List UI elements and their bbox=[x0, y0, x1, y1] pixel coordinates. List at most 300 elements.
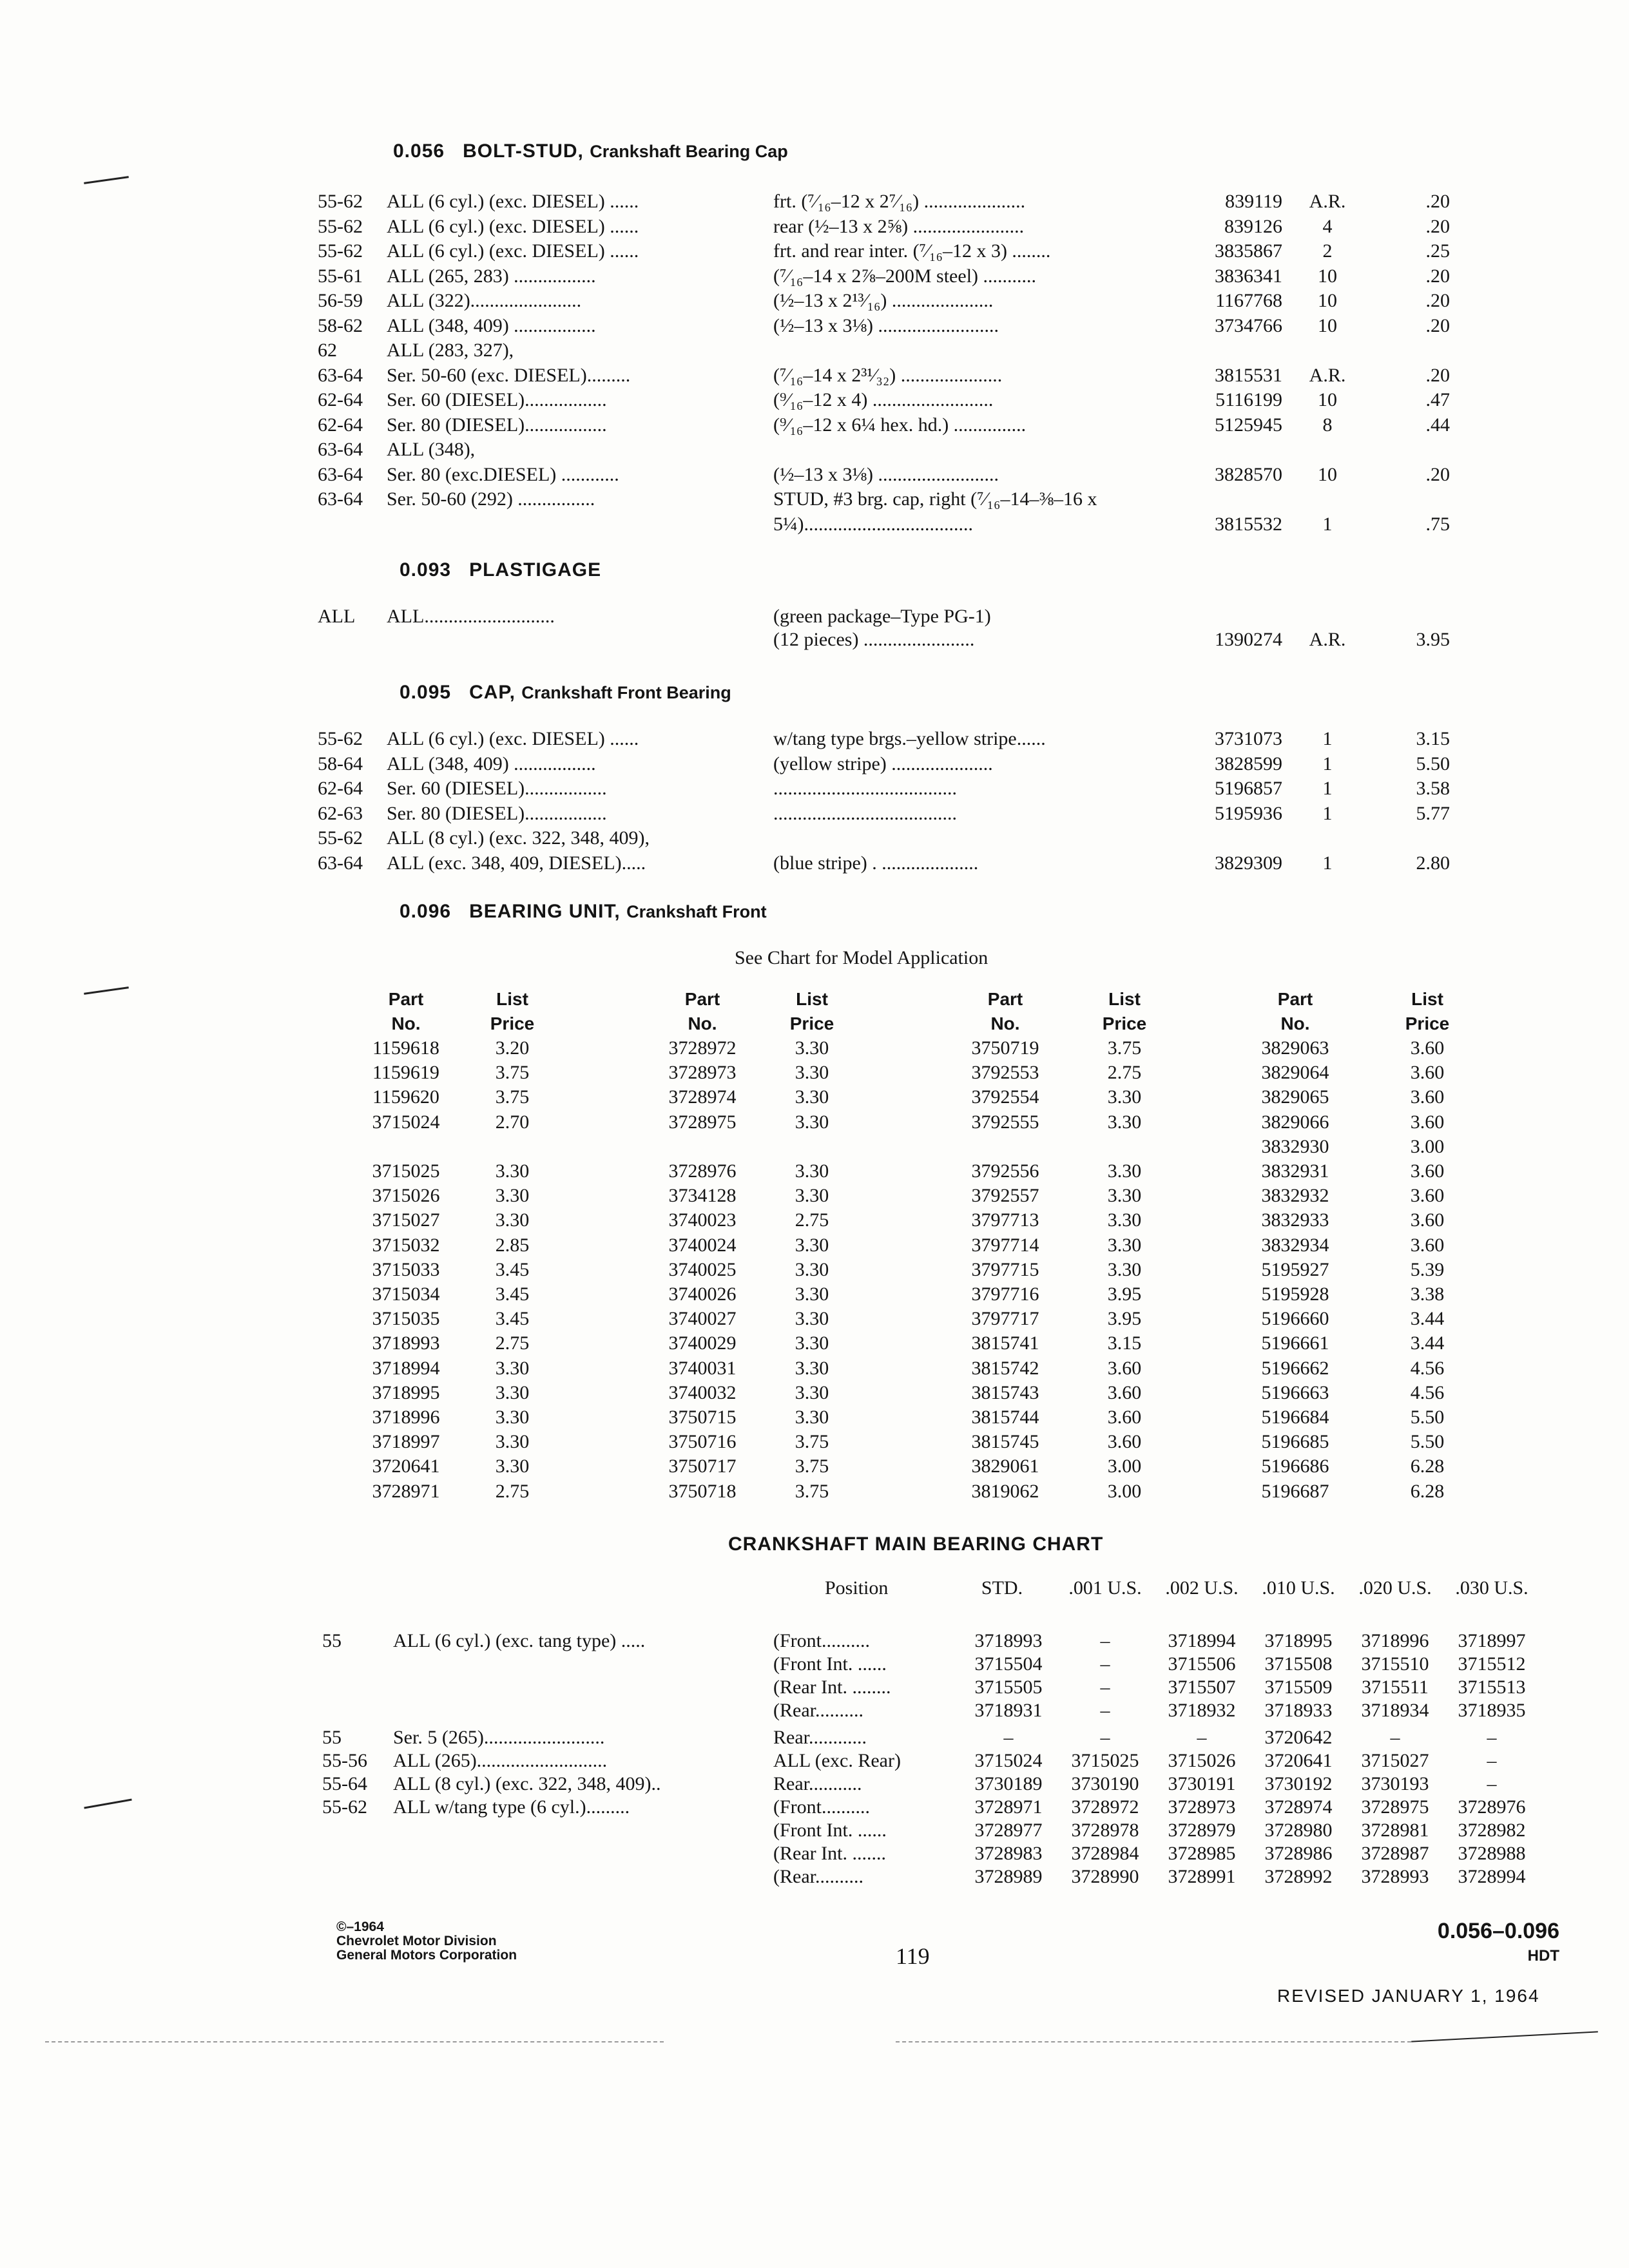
bearing-part-number: 3728989 bbox=[974, 1866, 1043, 1887]
part-description: (⁷⁄₁₆–14 x 2⅞–200M steel) ........... bbox=[773, 265, 1037, 287]
part-description: ...................................... bbox=[773, 802, 957, 824]
bearing-part-number: 3720641 bbox=[372, 1456, 440, 1477]
bearing-part-number: 3728977 bbox=[974, 1820, 1043, 1841]
model-application: ALL (exc. 348, 409, DIESEL)..... bbox=[387, 852, 646, 874]
bearing-part-number: 3715513 bbox=[1458, 1677, 1526, 1698]
list-price: 3.95 bbox=[1416, 629, 1450, 650]
bearing-part-number: 3815741 bbox=[971, 1332, 1039, 1354]
chart-column-header: .020 U.S. bbox=[1358, 1577, 1432, 1599]
copyright-division: Chevrolet Motor Division bbox=[336, 1934, 497, 1948]
bearing-part-number: 3819062 bbox=[971, 1480, 1039, 1502]
section-number: 0.056 bbox=[393, 140, 445, 162]
model-application: ALL (265, 283) ................. bbox=[387, 265, 596, 287]
part-number: 1390274 bbox=[1215, 629, 1282, 650]
bearing-list-price: 3.30 bbox=[1107, 1160, 1142, 1182]
bearing-part-number: 3792556 bbox=[971, 1160, 1039, 1182]
bearing-part-number: 3728975 bbox=[1361, 1796, 1429, 1818]
bearing-list-price: 3.44 bbox=[1410, 1308, 1445, 1330]
model-application: Ser. 50-60 (exc. DIESEL)......... bbox=[387, 364, 631, 386]
quantity: 1 bbox=[1322, 778, 1333, 799]
bearing-position: (Rear Int. ........ bbox=[773, 1677, 891, 1698]
bearing-part-number: 5196686 bbox=[1261, 1456, 1329, 1477]
part-description: (½–13 x 3⅛) ......................... bbox=[773, 314, 999, 336]
bearing-part-number: 3718994 bbox=[1168, 1630, 1236, 1651]
bearing-part-number: 3715511 bbox=[1362, 1677, 1429, 1698]
bearing-part-number: 3730189 bbox=[974, 1773, 1043, 1794]
bearing-part-number: 3715509 bbox=[1264, 1677, 1333, 1698]
bearing-part-number: 3797715 bbox=[971, 1258, 1039, 1280]
bearing-part-number: 3715505 bbox=[974, 1677, 1043, 1698]
quantity: 10 bbox=[1318, 463, 1337, 485]
bearing-part-number: 3728982 bbox=[1458, 1820, 1526, 1841]
bearing-part-number: 3715027 bbox=[1361, 1750, 1429, 1771]
revision-date: REVISED JANUARY 1, 1964 bbox=[1277, 1986, 1540, 2006]
bearing-part-number: – bbox=[1100, 1630, 1110, 1651]
bearing-part-number: 3750717 bbox=[668, 1456, 737, 1477]
model-application: ALL (348, 409) ................. bbox=[387, 753, 596, 774]
bearing-list-price: 3.00 bbox=[1410, 1135, 1445, 1157]
bearing-list-price: 3.30 bbox=[1107, 1086, 1142, 1108]
header-price: Price bbox=[490, 1014, 535, 1033]
bearing-part-number: 3792554 bbox=[971, 1086, 1039, 1108]
section-heading-bolt-stud bbox=[393, 140, 788, 162]
section-title: BOLT-STUD, bbox=[463, 140, 584, 162]
bearing-part-number: 3718935 bbox=[1458, 1700, 1526, 1721]
part-description: rear (½–13 x 2⅝) ....................... bbox=[773, 215, 1025, 237]
column-header-part-no bbox=[1250, 987, 1340, 1036]
quantity: 1 bbox=[1322, 753, 1333, 774]
bearing-part-number: 3815742 bbox=[971, 1357, 1039, 1379]
bearing-part-number: 3740027 bbox=[668, 1308, 737, 1330]
quantity: 10 bbox=[1318, 265, 1337, 287]
section-heading-bearing-unit bbox=[400, 901, 767, 923]
model-year: 58-62 bbox=[318, 314, 363, 336]
bearing-list-price: 3.30 bbox=[795, 1062, 829, 1084]
bearing-part-number: 3832933 bbox=[1261, 1209, 1329, 1231]
bearing-part-number: 3730192 bbox=[1264, 1773, 1333, 1794]
quantity: 1 bbox=[1322, 852, 1333, 874]
bearing-part-number: 3718997 bbox=[372, 1431, 440, 1453]
bearing-list-price: 3.60 bbox=[1410, 1037, 1445, 1059]
bearing-part-number: – bbox=[1487, 1750, 1497, 1771]
part-description: (⁹⁄₁₆–12 x 4) ......................... bbox=[773, 389, 994, 410]
bearing-part-number: 1159620 bbox=[372, 1086, 439, 1108]
part-description: 5¼)................................... bbox=[773, 513, 973, 535]
bearing-part-number: 3728988 bbox=[1458, 1843, 1526, 1864]
bearing-position: (Rear Int. ....... bbox=[773, 1843, 886, 1864]
model-year: 55-62 bbox=[318, 215, 363, 237]
bearing-part-number: 3792555 bbox=[971, 1111, 1039, 1133]
bearing-part-number: 3715510 bbox=[1361, 1653, 1429, 1675]
bearing-position: Rear............ bbox=[773, 1727, 867, 1748]
bearing-part-number: 3797717 bbox=[971, 1308, 1039, 1330]
bearing-part-number: 3715026 bbox=[372, 1185, 440, 1207]
header-part: Part bbox=[388, 989, 424, 1009]
bearing-list-price: 3.60 bbox=[1107, 1407, 1142, 1428]
chart-column-header: .030 U.S. bbox=[1455, 1577, 1528, 1599]
bearing-list-price: 3.30 bbox=[495, 1160, 530, 1182]
bearing-part-number: 3740032 bbox=[668, 1381, 737, 1403]
section-heading-cap bbox=[400, 682, 731, 704]
bearing-list-price: 3.15 bbox=[1107, 1332, 1142, 1354]
bearing-part-number: 3728972 bbox=[668, 1037, 737, 1059]
bearing-part-number: 3715025 bbox=[372, 1160, 440, 1182]
part-number: 3835867 bbox=[1215, 240, 1282, 262]
part-description: (yellow stripe) ..................... bbox=[773, 753, 993, 774]
footer-rule bbox=[896, 2041, 1411, 2042]
bearing-list-price: 3.30 bbox=[795, 1111, 829, 1133]
bearing-list-price: 3.30 bbox=[795, 1258, 829, 1280]
part-number: 5196857 bbox=[1215, 778, 1282, 799]
model-application: Ser. 80 (DIESEL)................. bbox=[387, 802, 607, 824]
list-price: 5.77 bbox=[1416, 802, 1450, 824]
header-no: No. bbox=[688, 1014, 717, 1033]
bearing-part-number: 3718996 bbox=[372, 1407, 440, 1428]
bearing-part-number: 3728973 bbox=[668, 1062, 737, 1084]
model-application: ALL (322)....................... bbox=[387, 290, 582, 311]
list-price: .20 bbox=[1425, 191, 1450, 212]
bearing-part-number: – bbox=[1003, 1727, 1014, 1748]
model-year: 62-64 bbox=[318, 778, 363, 799]
model-application: Ser. 50-60 (292) ................ bbox=[387, 488, 595, 510]
model-year: 62-64 bbox=[318, 389, 363, 410]
copyright-block bbox=[336, 1920, 517, 1963]
bearing-part-number: 3740023 bbox=[668, 1209, 737, 1231]
bearing-list-price: 3.60 bbox=[1107, 1381, 1142, 1403]
list-price: .44 bbox=[1425, 414, 1450, 436]
bearing-part-number: 3829065 bbox=[1261, 1086, 1329, 1108]
bearing-list-price: 3.00 bbox=[1107, 1456, 1142, 1477]
list-price: .75 bbox=[1425, 513, 1450, 535]
part-number: 3828570 bbox=[1215, 463, 1282, 485]
bearing-part-number: 3715027 bbox=[372, 1209, 440, 1231]
bearing-part-number: 3728971 bbox=[974, 1796, 1043, 1818]
model-application: Ser. 80 (exc.DIESEL) ............ bbox=[387, 463, 619, 485]
bearing-list-price: 3.45 bbox=[495, 1283, 530, 1305]
model-year: ALL bbox=[318, 606, 356, 627]
bearing-position: (Front.......... bbox=[773, 1630, 870, 1651]
bearing-list-price: 2.75 bbox=[495, 1480, 530, 1502]
model-application: ALL (348, 409) ................. bbox=[387, 314, 596, 336]
bearing-list-price: 3.38 bbox=[1410, 1283, 1445, 1305]
bearing-part-number: 5196660 bbox=[1261, 1308, 1329, 1330]
bearing-part-number: 3715033 bbox=[372, 1258, 440, 1280]
quantity: A.R. bbox=[1309, 191, 1346, 212]
quantity: 10 bbox=[1318, 389, 1337, 410]
bearing-part-number: 3815743 bbox=[971, 1381, 1039, 1403]
list-price: .47 bbox=[1425, 389, 1450, 410]
part-number: 3731073 bbox=[1215, 728, 1282, 749]
bearing-part-number: – bbox=[1100, 1653, 1110, 1675]
bearing-part-number: 1159619 bbox=[372, 1062, 439, 1084]
part-number: 3815531 bbox=[1215, 364, 1282, 386]
part-description: (⁷⁄₁₆–14 x 2³¹⁄₃₂) ..................... bbox=[773, 364, 1003, 386]
model-application: ALL w/tang type (6 cyl.)......... bbox=[393, 1796, 630, 1818]
part-description: (⁹⁄₁₆–12 x 6¼ hex. hd.) ............... bbox=[773, 414, 1027, 436]
bearing-part-number: 3728993 bbox=[1361, 1866, 1429, 1887]
bearing-part-number: 3718995 bbox=[1264, 1630, 1333, 1651]
bearing-part-number: 5196684 bbox=[1261, 1407, 1329, 1428]
bearing-part-number: 3715035 bbox=[372, 1308, 440, 1330]
bearing-part-number: 3740025 bbox=[668, 1258, 737, 1280]
bearing-list-price: 3.30 bbox=[795, 1234, 829, 1256]
bearing-list-price: 3.30 bbox=[795, 1332, 829, 1354]
bearing-list-price: 3.30 bbox=[795, 1086, 829, 1108]
list-price: 5.50 bbox=[1416, 753, 1450, 774]
quantity: 1 bbox=[1322, 513, 1333, 535]
bearing-part-number: 3728974 bbox=[668, 1086, 737, 1108]
bearing-part-number: – bbox=[1487, 1773, 1497, 1794]
model-application: ALL (6 cyl.) (exc. DIESEL) ...... bbox=[387, 215, 639, 237]
model-year: 62 bbox=[318, 340, 337, 361]
bearing-list-price: 3.60 bbox=[1410, 1062, 1445, 1084]
section-subtitle: Crankshaft Bearing Cap bbox=[590, 142, 788, 161]
part-description: (green package–Type PG-1) bbox=[773, 606, 991, 627]
bearing-part-number: 3728973 bbox=[1168, 1796, 1236, 1818]
bearing-list-price: 3.30 bbox=[495, 1185, 530, 1207]
bearing-position: (Front Int. ...... bbox=[773, 1820, 887, 1841]
header-list: List bbox=[1108, 989, 1141, 1009]
model-year: 55-62 bbox=[318, 191, 363, 212]
bearing-position: Rear........... bbox=[773, 1773, 862, 1794]
model-year: 55-62 bbox=[318, 240, 363, 262]
column-header-list-price bbox=[776, 987, 847, 1036]
bearing-part-number: 3715506 bbox=[1168, 1653, 1236, 1675]
bearing-part-number: 5196687 bbox=[1261, 1480, 1329, 1502]
model-application: ALL (6 cyl.) (exc. DIESEL) ...... bbox=[387, 728, 639, 749]
header-list: List bbox=[796, 989, 828, 1009]
footer-rule-end bbox=[1411, 2031, 1598, 2042]
model-year: 56-59 bbox=[318, 290, 363, 311]
bearing-part-number: 3797713 bbox=[971, 1209, 1039, 1231]
bearing-part-number: 3829063 bbox=[1261, 1037, 1329, 1059]
quantity: A.R. bbox=[1309, 364, 1346, 386]
bearing-list-price: 2.75 bbox=[495, 1332, 530, 1354]
footer-rule bbox=[45, 2041, 664, 2042]
model-year: 63-64 bbox=[318, 463, 363, 485]
bearing-list-price: 2.75 bbox=[1107, 1062, 1142, 1084]
group-range: 0.056–0.096 bbox=[1437, 1919, 1559, 1943]
bearing-part-number: 3740024 bbox=[668, 1234, 737, 1256]
bearing-part-number: 3718993 bbox=[372, 1332, 440, 1354]
quantity: 10 bbox=[1318, 290, 1337, 311]
chart-column-header: .002 U.S. bbox=[1165, 1577, 1239, 1599]
list-price: .20 bbox=[1425, 364, 1450, 386]
bearing-list-price: 3.30 bbox=[795, 1283, 829, 1305]
bearing-list-price: 3.30 bbox=[495, 1209, 530, 1231]
bearing-list-price: 3.60 bbox=[1410, 1111, 1445, 1133]
part-description: (½–13 x 3⅛) ......................... bbox=[773, 463, 999, 485]
bearing-position: ALL (exc. Rear) bbox=[773, 1750, 901, 1771]
bearing-part-number: 3715512 bbox=[1458, 1653, 1526, 1675]
bearing-part-number: 3829064 bbox=[1261, 1062, 1329, 1084]
main-bearing-chart-title: CRANKSHAFT MAIN BEARING CHART bbox=[728, 1533, 1104, 1555]
section-subtitle: Crankshaft Front Bearing bbox=[521, 683, 731, 702]
column-header-part-no bbox=[361, 987, 451, 1036]
bearing-part-number: 3715026 bbox=[1168, 1750, 1236, 1771]
model-year: 55-64 bbox=[322, 1773, 367, 1794]
bearing-list-price: 3.60 bbox=[1107, 1431, 1142, 1453]
bearing-part-number: 3718931 bbox=[974, 1700, 1043, 1721]
model-application: ALL (6 cyl.) (exc. tang type) ..... bbox=[393, 1630, 646, 1651]
list-price: 2.80 bbox=[1416, 852, 1450, 874]
part-description: frt. and rear inter. (⁷⁄₁₆–12 x 3) ........ bbox=[773, 240, 1051, 262]
header-no: No. bbox=[391, 1014, 421, 1033]
quantity: A.R. bbox=[1309, 629, 1346, 650]
bearing-part-number: – bbox=[1487, 1727, 1497, 1748]
part-description: ...................................... bbox=[773, 778, 957, 799]
part-number: 839119 bbox=[1225, 191, 1282, 212]
bearing-part-number: 3728991 bbox=[1168, 1866, 1236, 1887]
header-part: Part bbox=[1277, 989, 1313, 1009]
chart-column-header: Position bbox=[825, 1577, 889, 1599]
list-price: 3.15 bbox=[1416, 728, 1450, 749]
bearing-list-price: 2.70 bbox=[495, 1111, 530, 1133]
header-price: Price bbox=[1102, 1014, 1147, 1033]
catalog-code: HDT bbox=[1527, 1947, 1559, 1965]
bearing-part-number: – bbox=[1390, 1727, 1400, 1748]
quantity: 1 bbox=[1322, 728, 1333, 749]
model-application: ALL (6 cyl.) (exc. DIESEL) ...... bbox=[387, 240, 639, 262]
bearing-part-number: 3740026 bbox=[668, 1283, 737, 1305]
bearing-list-price: 6.28 bbox=[1410, 1456, 1445, 1477]
model-year: 62-63 bbox=[318, 802, 363, 824]
bearing-part-number: 3750716 bbox=[668, 1431, 737, 1453]
bearing-part-number: 3728976 bbox=[668, 1160, 737, 1182]
list-price: .20 bbox=[1425, 290, 1450, 311]
bearing-part-number: 3718995 bbox=[372, 1381, 440, 1403]
bearing-part-number: 3718933 bbox=[1264, 1700, 1333, 1721]
bearing-position: (Rear.......... bbox=[773, 1866, 863, 1887]
bearing-part-number: 3728976 bbox=[1458, 1796, 1526, 1818]
bearing-part-number: 3715032 bbox=[372, 1234, 440, 1256]
bearing-part-number: – bbox=[1100, 1700, 1110, 1721]
bearing-list-price: 3.75 bbox=[795, 1480, 829, 1502]
bearing-part-number: 3720642 bbox=[1264, 1727, 1333, 1748]
column-header-list-price bbox=[1089, 987, 1160, 1036]
bearing-part-number: 3832930 bbox=[1261, 1135, 1329, 1157]
section-number: 0.093 bbox=[400, 559, 452, 581]
section-subtitle: Crankshaft Front bbox=[626, 902, 767, 921]
model-year: 63-64 bbox=[318, 364, 363, 386]
bearing-part-number: 3728990 bbox=[1071, 1866, 1139, 1887]
list-price: .20 bbox=[1425, 463, 1450, 485]
bearing-part-number: 1159618 bbox=[372, 1037, 439, 1059]
bearing-part-number: 3740029 bbox=[668, 1332, 737, 1354]
bearing-part-number: 3815745 bbox=[971, 1431, 1039, 1453]
bearing-list-price: 3.30 bbox=[495, 1431, 530, 1453]
header-no: No. bbox=[1280, 1014, 1310, 1033]
bearing-part-number: 3718996 bbox=[1361, 1630, 1429, 1651]
column-header-list-price bbox=[477, 987, 548, 1036]
bearing-part-number: 3720641 bbox=[1264, 1750, 1333, 1771]
bearing-part-number: 3715034 bbox=[372, 1283, 440, 1305]
bearing-part-number: 3718993 bbox=[974, 1630, 1043, 1651]
page-number: 119 bbox=[896, 1943, 930, 1969]
section-title: PLASTIGAGE bbox=[469, 559, 602, 581]
part-description: w/tang type brgs.–yellow stripe...... bbox=[773, 728, 1046, 749]
part-description: frt. (⁷⁄₁₆–12 x 2⁷⁄₁₆) ..................... bbox=[773, 191, 1026, 212]
bearing-part-number: 5196661 bbox=[1261, 1332, 1329, 1354]
bearing-part-number: 3829061 bbox=[971, 1456, 1039, 1477]
model-year: 58-64 bbox=[318, 753, 363, 774]
bearing-part-number: 5196663 bbox=[1261, 1381, 1329, 1403]
model-year: 55-56 bbox=[322, 1750, 367, 1771]
bearing-list-price: 3.75 bbox=[495, 1086, 530, 1108]
part-number: 3828599 bbox=[1215, 753, 1282, 774]
bearing-list-price: 3.60 bbox=[1410, 1185, 1445, 1207]
bearing-part-number: 3730190 bbox=[1071, 1773, 1139, 1794]
bearing-part-number: 3715507 bbox=[1168, 1677, 1236, 1698]
bearing-part-number: – bbox=[1197, 1727, 1207, 1748]
model-application: Ser. 60 (DIESEL)................. bbox=[387, 778, 607, 799]
bearing-part-number: 3730193 bbox=[1361, 1773, 1429, 1794]
chart-column-header: STD. bbox=[981, 1577, 1023, 1599]
bearing-part-number: 3728978 bbox=[1071, 1820, 1139, 1841]
bearing-part-number: 3728994 bbox=[1458, 1866, 1526, 1887]
bearing-part-number: 3730191 bbox=[1168, 1773, 1236, 1794]
bearing-part-number: 3740031 bbox=[668, 1357, 737, 1379]
bearing-list-price: 3.00 bbox=[1107, 1480, 1142, 1502]
chart-column-header: .001 U.S. bbox=[1068, 1577, 1142, 1599]
bearing-part-number: 3792557 bbox=[971, 1185, 1039, 1207]
bearing-part-number: 3750718 bbox=[668, 1480, 737, 1502]
list-price: 3.58 bbox=[1416, 778, 1450, 799]
bearing-list-price: 3.30 bbox=[795, 1407, 829, 1428]
bearing-part-number: – bbox=[1100, 1727, 1110, 1748]
section-title: CAP, bbox=[469, 682, 516, 703]
model-application: ALL (8 cyl.) (exc. 322, 348, 409).. bbox=[393, 1773, 661, 1794]
bearing-list-price: 2.75 bbox=[795, 1209, 829, 1231]
bearing-part-number: 3728985 bbox=[1168, 1843, 1236, 1864]
bearing-list-price: 3.44 bbox=[1410, 1332, 1445, 1354]
bearing-part-number: 3728971 bbox=[372, 1480, 440, 1502]
bearing-part-number: 3797716 bbox=[971, 1283, 1039, 1305]
header-price: Price bbox=[1405, 1014, 1450, 1033]
bearing-list-price: 3.30 bbox=[795, 1185, 829, 1207]
bearing-list-price: 3.45 bbox=[495, 1308, 530, 1330]
part-number: 3734766 bbox=[1215, 314, 1282, 336]
section-number: 0.096 bbox=[400, 901, 452, 922]
list-price: .20 bbox=[1425, 265, 1450, 287]
bearing-list-price: 3.45 bbox=[495, 1258, 530, 1280]
bearing-list-price: 3.60 bbox=[1410, 1086, 1445, 1108]
section-heading-plastigage bbox=[400, 559, 601, 581]
model-application: ALL (8 cyl.) (exc. 322, 348, 409), bbox=[387, 827, 650, 849]
bearing-list-price: 3.30 bbox=[1107, 1234, 1142, 1256]
bearing-list-price: 3.30 bbox=[795, 1160, 829, 1182]
bearing-list-price: 3.30 bbox=[795, 1381, 829, 1403]
chart-column-header: .010 U.S. bbox=[1262, 1577, 1335, 1599]
margin-mark bbox=[84, 986, 129, 995]
bearing-list-price: 6.28 bbox=[1410, 1480, 1445, 1502]
bearing-list-price: 3.30 bbox=[795, 1037, 829, 1059]
bearing-list-price: 3.75 bbox=[795, 1456, 829, 1477]
bearing-list-price: 3.60 bbox=[1107, 1357, 1142, 1379]
bearing-part-number: 3728975 bbox=[668, 1111, 737, 1133]
header-no: No. bbox=[990, 1014, 1020, 1033]
part-number: 5195936 bbox=[1215, 802, 1282, 824]
bearing-part-number: 3715024 bbox=[974, 1750, 1043, 1771]
model-application: Ser. 80 (DIESEL)................. bbox=[387, 414, 607, 436]
section-title: BEARING UNIT, bbox=[469, 901, 621, 922]
bearing-list-price: 3.75 bbox=[495, 1062, 530, 1084]
bearing-part-number: 3728992 bbox=[1264, 1866, 1333, 1887]
column-header-list-price bbox=[1392, 987, 1463, 1036]
bearing-list-price: 3.30 bbox=[1107, 1111, 1142, 1133]
bearing-list-price: 3.30 bbox=[795, 1357, 829, 1379]
bearing-list-price: 3.30 bbox=[495, 1357, 530, 1379]
